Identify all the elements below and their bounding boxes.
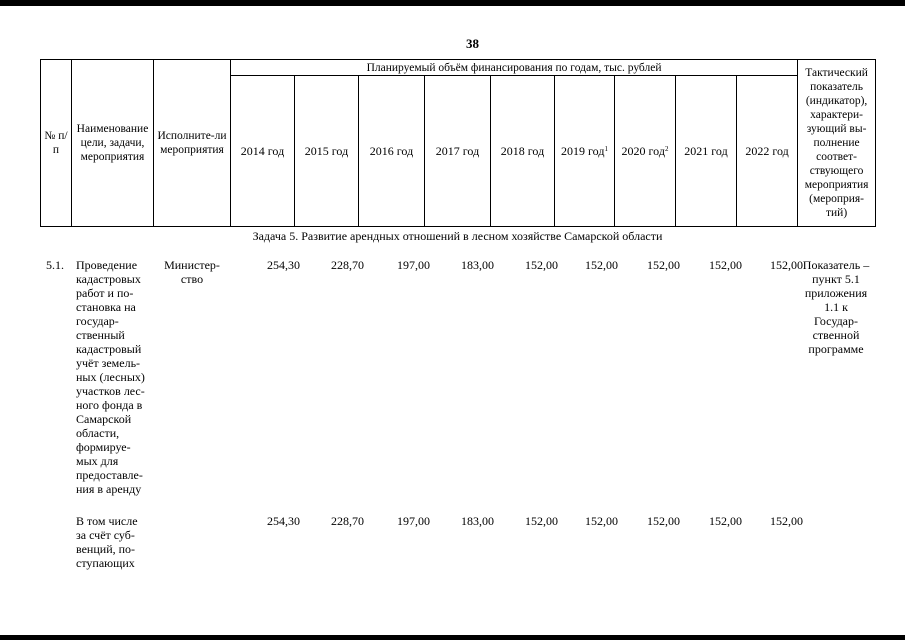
row-number: 5.1.	[46, 258, 64, 272]
row-value-2021: 152,00	[709, 258, 742, 272]
row-value-2022: 152,00	[770, 258, 803, 272]
row-value-2018: 152,00	[525, 258, 558, 272]
row-value-2020: 152,00	[647, 258, 680, 272]
row-value-2019: 152,00	[585, 258, 618, 272]
row-value-2015: 228,70	[331, 258, 364, 272]
row-value-2016: 197,00	[397, 258, 430, 272]
header-year-label: 2014 год	[240, 144, 285, 158]
row-indicator-line: Показатель –	[802, 258, 870, 272]
row-value-2020: 152,00	[647, 514, 680, 528]
row-name-line: ния в аренду	[76, 482, 142, 496]
row-value-2018: 152,00	[525, 514, 558, 528]
row-name-line: кадастровых	[76, 272, 141, 286]
top-scan-edge	[0, 0, 905, 6]
row-indicator-line: ственной	[812, 328, 860, 342]
row-name-line: учёт земель-	[76, 356, 141, 370]
row-indicator-line: 1.1 к	[824, 300, 848, 314]
header-year-5	[555, 76, 615, 227]
row-executor-line: ство	[180, 272, 204, 286]
header-year-4	[491, 76, 555, 227]
financing-table-header	[40, 59, 876, 227]
row-value-2021: 152,00	[709, 514, 742, 528]
header-year-label: 2022 год	[745, 144, 789, 158]
row-value-2015: 228,70	[331, 514, 364, 528]
row-name-line: предоставле-	[76, 468, 143, 482]
row-value-2014: 254,30	[267, 258, 300, 272]
row-indicator-line: приложения	[804, 286, 868, 300]
row-name-line: ного фонда в	[76, 398, 143, 412]
row-value-2019: 152,00	[585, 514, 618, 528]
header-year-label: 2015 год	[304, 144, 349, 158]
row-name-line: мых для	[76, 454, 119, 468]
header-executor: Исполните-ли мероприятия	[154, 60, 231, 227]
row-indicator-line: пункт 5.1	[812, 272, 860, 286]
header-indicator: Тактический показатель (индикатор), характери-зующий вы-полнение соответ-ствующего мероприятия (мероприя-тий)	[798, 60, 876, 227]
header-year-7	[676, 76, 737, 227]
footnote-mark: 2	[664, 145, 669, 153]
row-name-line: становка на	[76, 300, 136, 314]
row-value-2017: 183,00	[461, 514, 494, 528]
footnote-mark: 1	[604, 145, 608, 153]
header-year-label: 2021 год	[684, 144, 728, 158]
row-name-line: формируе-	[76, 440, 131, 454]
row-executor-line: Министер-	[164, 258, 220, 272]
row-name-line: ных (лесных)	[76, 370, 145, 384]
row-name-line: участков лес-	[76, 384, 145, 398]
page-number: 38	[466, 36, 479, 51]
row-indicator-line: программе	[808, 342, 864, 356]
header-funding: Планируемый объём финансирования по годам, тыс. рублей	[231, 60, 798, 76]
header-year-1	[295, 76, 359, 227]
header-num: № п/п	[41, 60, 72, 227]
row-name-line: Самарской	[76, 412, 132, 426]
header-year-6	[615, 76, 676, 227]
row-name-line: за счёт суб-	[76, 528, 135, 542]
header-year-label: 2020 год	[621, 144, 665, 158]
header-year-2	[359, 76, 425, 227]
header-year-label: 2017 год	[435, 144, 480, 158]
row-name-line: государ-	[76, 314, 119, 328]
row-value-2014: 254,30	[267, 514, 300, 528]
row-name-line: кадастровый	[76, 342, 142, 356]
row-name-line: ственный	[76, 328, 125, 342]
header-year-0	[231, 76, 295, 227]
header-year-label: 2016 год	[369, 144, 414, 158]
header-year-label: 2018 год	[500, 144, 545, 158]
row-name-line: В том числе	[76, 514, 138, 528]
row-name-line: Проведение	[76, 258, 138, 272]
row-name-line: венций, по-	[76, 542, 136, 556]
row-value-2016: 197,00	[397, 514, 430, 528]
header-year-3	[425, 76, 491, 227]
row-name-line: ступающих	[76, 556, 135, 570]
row-indicator-line: Государ-	[813, 314, 859, 328]
row-value-2017: 183,00	[461, 258, 494, 272]
header-year-8	[737, 76, 798, 227]
row-value-2022: 152,00	[770, 514, 803, 528]
task-title: Задача 5. Развитие арендных отношений в лесном хозяйстве Самарской области	[252, 229, 663, 243]
bottom-scan-edge	[0, 635, 905, 640]
header-name: Наименование цели, задачи, мероприятия	[72, 60, 154, 227]
row-name-line: области,	[76, 426, 120, 440]
row-name-line: работ и по-	[76, 286, 134, 300]
header-year-label: 2019 год	[561, 144, 605, 158]
